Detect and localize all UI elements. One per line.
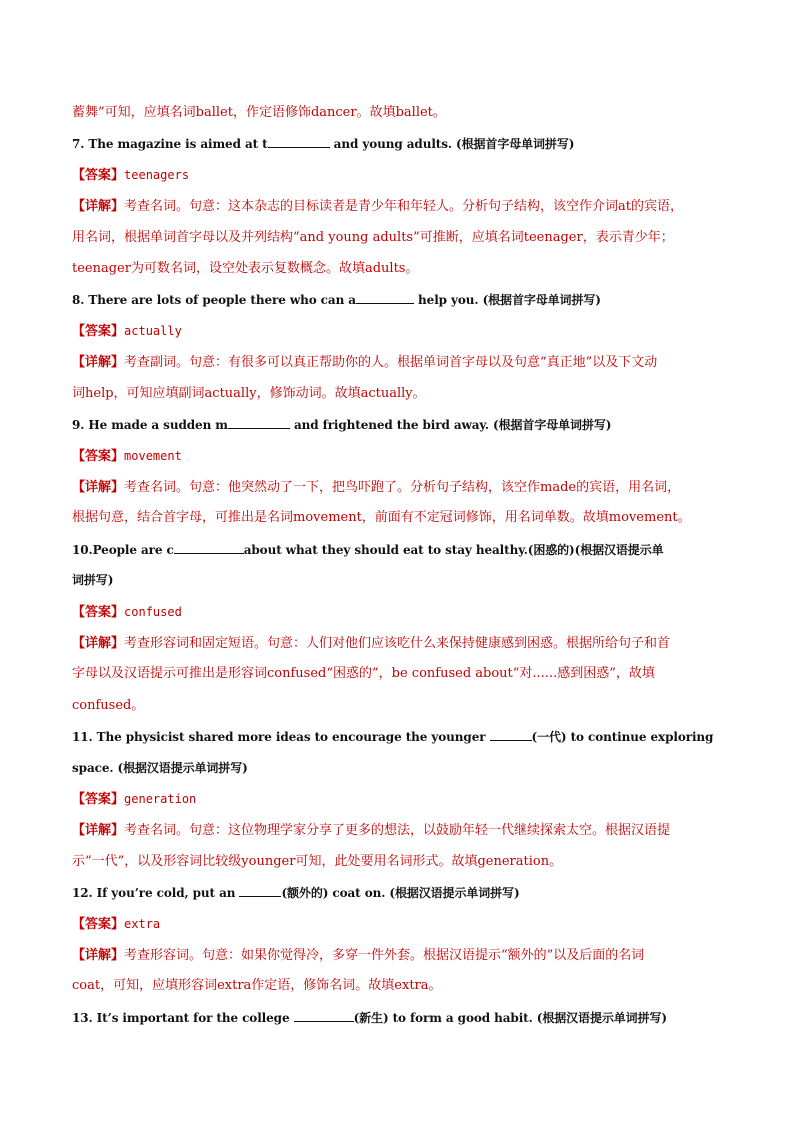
question-13 [72, 1008, 727, 1028]
answer-12 [72, 914, 727, 935]
answer-blank [294, 1009, 354, 1022]
question-text: about what they should eat to stay healthy.(困惑的)(根据汉语提示单 [243, 543, 664, 557]
answer-blank [239, 884, 281, 897]
explanation-text: 考查名词。句意：这本杂志的目标读者是青少年和年轻人。分析句子结构，该空作介词at的宾语， [124, 199, 683, 214]
question-text: 7. The magazine is aimed at t [72, 137, 268, 151]
question-text: (新生) to form a good habit. (根据汉语提示单词拼写) [353, 1011, 667, 1025]
explanation-11 [72, 820, 727, 841]
question-text: and frightened the bird away. (根据首字母单词拼写) [289, 418, 612, 432]
question-text: 11. The physicist shared more ideas to encourage the younger [72, 730, 490, 744]
answer-11 [72, 789, 727, 810]
question-text: 10.People are c [72, 543, 174, 557]
answer-9 [72, 446, 727, 467]
explanation-7 [72, 196, 727, 217]
explanation-text: coat，可知，应填形容词extra作定语，修饰名词。故填extra。 [72, 978, 442, 993]
explanation-text: 考查形容词。句意：如果你觉得冷，多穿一件外套。根据汉语提示“额外的”以及后面的名词 [124, 948, 645, 963]
explanation-label: 【详解】 [72, 480, 125, 495]
explanation-text: 用名词，根据单词首字母以及并列结构“and young adults”可推断，应填名词teenager，表示青少年； [72, 230, 674, 245]
question-text: 8. There are lots of people there who can a [72, 293, 356, 307]
answer-7 [72, 165, 727, 186]
explanation-label: 【详解】 [72, 823, 125, 838]
answer-blank [174, 541, 244, 554]
explanation-10 [72, 633, 727, 654]
answer-value: movement [124, 449, 182, 463]
answer-blank [356, 291, 414, 304]
explanation-text: 考查名词。句意：他突然动了一下，把鸟吓跑了。分析句子结构，该空作made的宾语，用名词， [124, 480, 681, 495]
answer-value: actually [124, 324, 182, 338]
explanation-text: 根据句意，结合首字母，可推出是名词movement，前面有不定冠词修饰，用名词单数。故填movement。 [72, 510, 691, 525]
explanation-text: teenager为可数名词，设空处表示复数概念。故填adults。 [72, 261, 419, 276]
answer-label: 【答案】 [72, 792, 125, 807]
question-10 [72, 540, 727, 560]
question-9 [72, 415, 727, 435]
answer-value: teenagers [124, 168, 190, 182]
answer-value: generation [124, 792, 197, 806]
question-11 [72, 727, 727, 747]
question-text: and young adults. (根据首字母单词拼写) [329, 137, 575, 151]
explanation-9 [72, 477, 727, 498]
question-text: 13. It’s important for the college [72, 1011, 294, 1025]
answer-label: 【答案】 [72, 917, 125, 932]
question-text: 12. If you’re cold, put an [72, 886, 240, 900]
explanation-8 [72, 352, 727, 373]
question-text: 词拼写) [72, 573, 114, 587]
explanation-12 [72, 945, 727, 966]
explanation-text: confused。 [72, 698, 145, 713]
explanation-label: 【详解】 [72, 355, 125, 370]
explanation-text: 考查副词。句意：有很多可以真正帮助你的人。根据单词首字母以及句意“真正地”以及下文动 [124, 355, 658, 370]
answer-label: 【答案】 [72, 168, 125, 183]
question-text: (额外的) coat on. (根据汉语提示单词拼写) [281, 886, 520, 900]
answer-label: 【答案】 [72, 324, 125, 339]
question-12 [72, 883, 727, 903]
answer-blank [228, 416, 290, 429]
explanation-text: 字母以及汉语提示可推出是形容词confused“困惑的”，be confused about“对......感到困惑”，故填 [72, 666, 655, 681]
explanation-text: 考查形容词和固定短语。句意：人们对他们应该吃什么来保持健康感到困惑。根据所给句子和首 [124, 636, 671, 651]
explanation-label: 【详解】 [72, 636, 125, 651]
answer-label: 【答案】 [72, 449, 125, 464]
explanation-text: 示“一代”，以及形容词比较级younger可知，此处要用名词形式。故填generation。 [72, 854, 563, 869]
explanation-label: 【详解】 [72, 199, 125, 214]
question-text: (一代) to continue exploring [531, 730, 714, 744]
answer-blank [268, 135, 330, 148]
answer-8 [72, 321, 727, 342]
question-7 [72, 134, 727, 154]
explanation-text: 词help，可知应填副词actually，修饰动词。故填actually。 [72, 386, 426, 401]
answer-value: extra [124, 917, 161, 931]
question-text: space. (根据汉语提示单词拼写) [72, 761, 248, 775]
explanation-label: 【详解】 [72, 948, 125, 963]
answer-blank [490, 728, 532, 741]
question-text: help you. (根据首字母单词拼写) [413, 293, 601, 307]
question-text: 9. He made a sudden m [72, 418, 228, 432]
question-8 [72, 290, 727, 310]
explanation-text: 考查名词。句意：这位物理学家分享了更多的想法，以鼓励年轻一代继续探索太空。根据汉语提 [124, 823, 671, 838]
text-line: 蓄舞”可知，应填名词ballet，作定语修饰dancer。故填ballet。 [72, 105, 446, 120]
answer-label: 【答案】 [72, 605, 125, 620]
answer-value: confused [124, 605, 182, 619]
answer-10 [72, 602, 727, 623]
